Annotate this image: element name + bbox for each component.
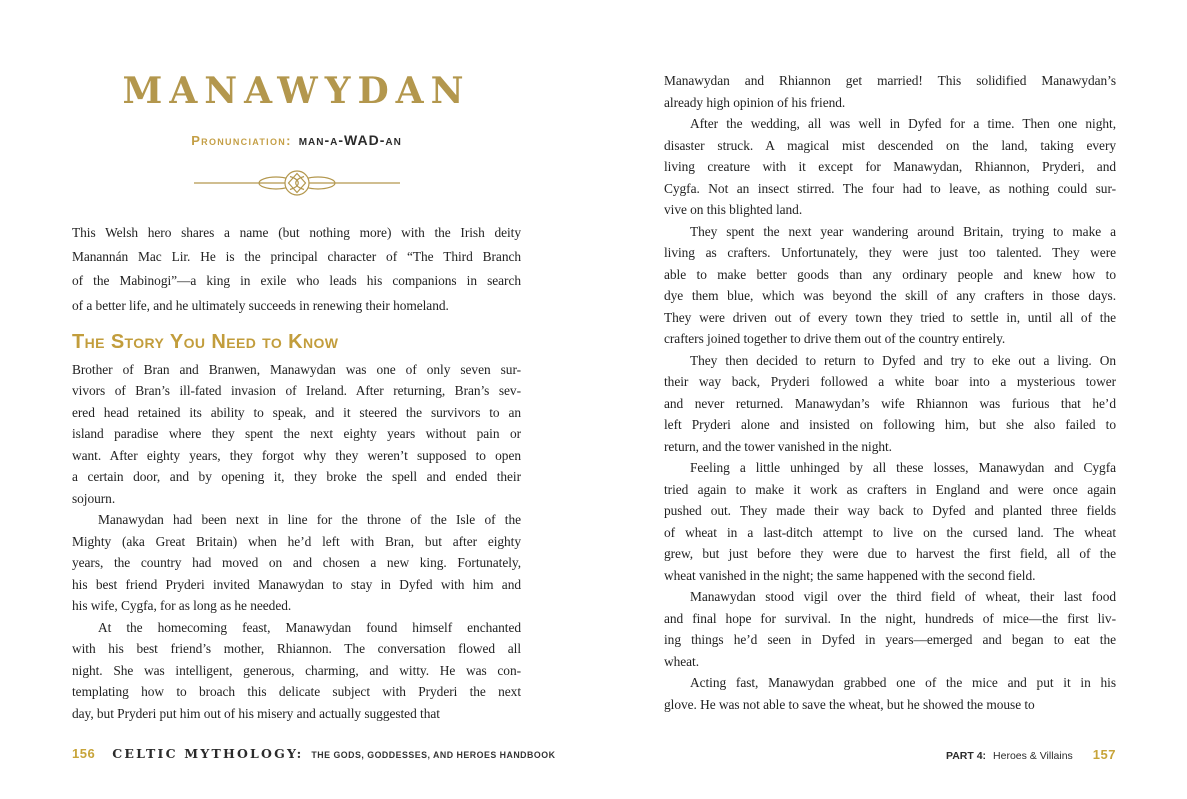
text-line: This Welsh hero shares a name (but nothing more) with the Irish deity <box>72 225 521 240</box>
pronunciation-line <box>72 132 521 149</box>
text-line: Feeling a little unhinged by all these losses, Manawydan and Cygfa <box>690 460 1116 475</box>
text-line: his wife, Cygfa, for as long as he needed. <box>72 598 292 614</box>
intro-paragraph <box>72 221 521 318</box>
paragraph <box>664 672 1116 715</box>
paragraph <box>664 113 1116 221</box>
text-line: wheat vanished in the night; the same happened with the second field. <box>664 567 1036 583</box>
text-line: left Pryderi alone and insisted on following him, but she also failed to <box>664 417 1116 432</box>
text-line: glove. He was not able to save the wheat, but he showed the mouse to <box>664 696 1035 712</box>
text-line: crafters joined together to drive them out of the country entirely. <box>664 331 1006 346</box>
part-label: PART 4: <box>945 750 987 762</box>
section-heading: The Story You Need to Know <box>72 330 339 353</box>
text-line: already high opinion of his friend. <box>664 94 846 110</box>
paragraph <box>664 457 1116 586</box>
text-line: day, but Pryderi put him out of his misery and actually suggested that <box>72 705 440 721</box>
text-line: Acting fast, Manawydan grabbed one of the mice and put it in his <box>690 675 1116 690</box>
story-text-right <box>664 70 1116 715</box>
text-line: of the Mabinogi”—a king in exile who leads his companions in search <box>72 273 521 289</box>
text-line: living creature with it except for Manawydan, Rhiannon, Pryderi, and <box>664 159 1116 174</box>
paragraph <box>72 509 521 617</box>
text-line: ing things he’d seen in Dyfed in years—emerged and began to eat the <box>664 632 1116 647</box>
part-title: Heroes & Villains <box>993 750 1073 762</box>
paragraph <box>664 70 1116 113</box>
text-line: dye them blue, which was beyond the skill of any crafters in those days. <box>664 288 1116 303</box>
text-line: templating how to broach this delicate subject with Pryderi the next <box>72 684 521 700</box>
celtic-knot-divider-icon <box>72 169 521 197</box>
text-line: night. She was intelligent, generous, charming, and witty. He was con- <box>72 662 521 678</box>
text-line: Manawydan stood vigil over the third field of wheat, their last food <box>690 589 1116 604</box>
text-line: of wheat in a last-ditch attempt to live on the cursed land. The wheat <box>664 524 1116 540</box>
text-line: with his best friend’s mother, Rhiannon. The conversation flowed all <box>72 641 521 657</box>
paragraph <box>664 350 1116 458</box>
page-number-left: 156 <box>72 746 96 761</box>
book-subtitle: THE GODS, GODDESSES, AND HEROES HANDBOOK <box>311 750 556 760</box>
text-line: They were driven out of every town they tried to settle in, until all of the <box>664 309 1116 325</box>
text-line: At the homecoming feast, Manawydan found himself enchanted <box>98 619 521 635</box>
text-line: They spent the next year wandering around Britain, trying to make a <box>690 223 1116 239</box>
text-line: Mighty (aka Great Britain) when he’d left with Bran, but after eighty <box>72 533 521 549</box>
page-left <box>72 0 556 799</box>
text-line: able to make better goods than any ordinary people and knew how to <box>664 266 1116 282</box>
text-line: Cygfa. Not an insect stirred. The four had to leave, as nothing could sur- <box>664 180 1116 196</box>
book-title: CELTIC MYTHOLOGY: <box>112 746 304 761</box>
text-line: return, and the tower vanished in the night. <box>664 438 892 454</box>
chapter-title: MANAWYDAN <box>122 70 471 112</box>
text-line: and final hope for survival. In the night, hundreds of mice—the first liv- <box>664 610 1116 626</box>
text-line: After the wedding, all was well in Dyfed for a time. Then one night, <box>690 116 1116 131</box>
pronunciation-value: man-a-WAD-an <box>298 132 402 148</box>
footer-left <box>72 746 556 761</box>
page-right <box>664 0 1116 799</box>
text-line: Brother of Bran and Branwen, Manawydan was one of only seven sur- <box>72 361 521 377</box>
paragraph <box>72 617 521 725</box>
page-number-right: 157 <box>1092 747 1116 762</box>
text-line: their way back, Pryderi followed a white boar into a mysterious tower <box>664 374 1116 389</box>
text-line: his best friend Pryderi invited Manawydan to stay in Dyfed with him and <box>72 576 521 592</box>
text-line: Manannán Mac Lir. He is the principal character of “The Third Branch <box>72 249 521 265</box>
text-line: of a better life, and he ultimately succeeds in renewing their homeland. <box>72 297 449 313</box>
text-line: Manawydan and Rhiannon get married! This solidified Manawydan’s <box>664 73 1116 88</box>
footer-right <box>664 746 1116 764</box>
text-line: years, the country had moved on and chosen a new king. Fortunately, <box>72 555 521 571</box>
text-line: tried again to make it work as crafters in England and were once again <box>664 481 1116 497</box>
text-line: vivors of Bran’s ill-fated invasion of Ireland. After returning, Bran’s sev- <box>72 383 521 399</box>
text-line: and never returned. Manawydan’s wife Rhiannon was furious that he’d <box>664 395 1116 411</box>
paragraph <box>664 586 1116 672</box>
text-line: disaster struck. A magical mist descended on the land, taking every <box>664 137 1116 153</box>
text-line: sojourn. <box>72 490 116 506</box>
paragraph <box>72 359 521 510</box>
story-text-left <box>72 359 521 725</box>
text-line: island paradise where they spent the next eighty years without pain or <box>72 426 521 442</box>
text-line: ered head retained its ability to speak, and it steered the survivors to an <box>72 404 521 420</box>
text-line: want. After eighty years, they forgot why they weren’t supposed to open <box>72 447 521 463</box>
text-line: vive on this blighted land. <box>664 202 803 217</box>
text-line: They then decided to return to Dyfed and try to eke out a living. On <box>690 352 1116 368</box>
text-line: a certain door, and by opening it, they broke the spell and ended their <box>72 469 521 485</box>
pronunciation-label: Pronunciation: <box>191 133 292 148</box>
paragraph <box>664 221 1116 350</box>
text-line: grew, but just before they were due to harvest the first field, all of the <box>664 546 1116 561</box>
text-line: wheat. <box>664 653 700 669</box>
text-line: pushed out. They made their way back to Dyfed and planted three fields <box>664 503 1116 518</box>
text-line: Manawydan had been next in line for the throne of the Isle of the <box>98 512 521 528</box>
paragraph <box>72 221 521 318</box>
text-line: living as crafters. Unfortunately, they were just too talented. They were <box>664 245 1116 260</box>
